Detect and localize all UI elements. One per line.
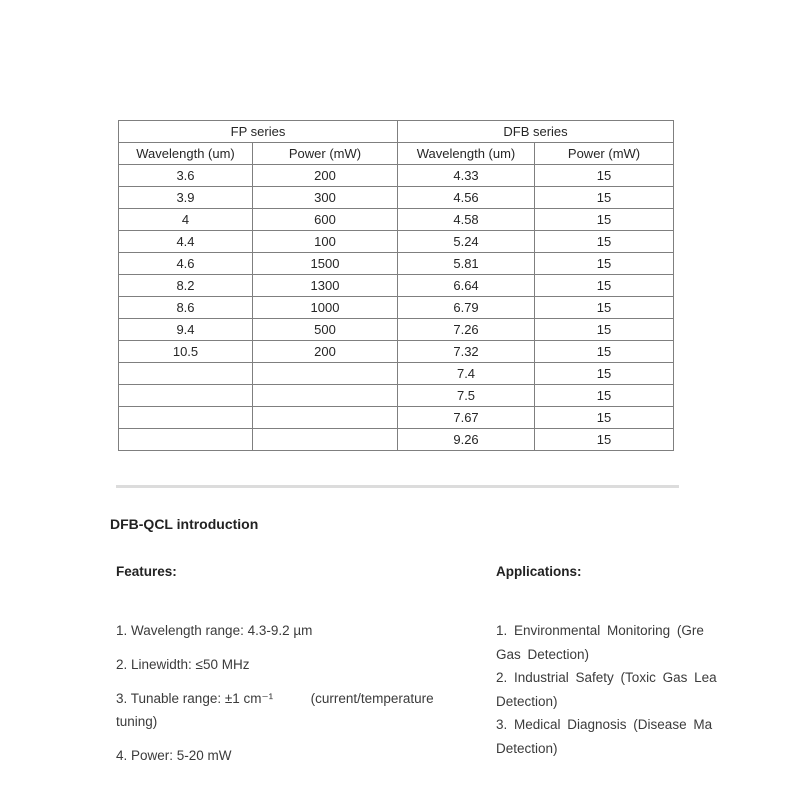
table-cell: 7.32 [398,341,535,363]
application-item [496,666,793,713]
table-cell: 15 [535,297,674,319]
table-cell: 1000 [253,297,398,319]
table-cell: 15 [535,363,674,385]
table-cell: 200 [253,341,398,363]
column-header-cell: Power (mW) [535,143,674,165]
table-cell [253,363,398,385]
table-cell: 7.26 [398,319,535,341]
table-cell: 10.5 [119,341,253,363]
table-cell: 15 [535,319,674,341]
table-cell: 15 [535,165,674,187]
table-row [119,341,674,363]
applications-heading: Applications: [496,564,582,579]
table-cell: 9.4 [119,319,253,341]
application-line: Detection) [496,693,558,709]
feature-line: 2. Linewidth: ≤50 MHz [116,657,250,672]
table-cell [119,385,253,407]
feature-item [116,744,466,767]
table-cell: 15 [535,407,674,429]
applications-list [496,619,793,760]
table-cell: 15 [535,187,674,209]
table-cell: 4.6 [119,253,253,275]
table-cell [119,363,253,385]
series-header-cell: DFB series [398,121,674,143]
features-heading: Features: [116,564,177,579]
table-cell: 5.81 [398,253,535,275]
feature-item [116,619,466,642]
table-cell [253,429,398,451]
application-line: Gas Detection) [496,646,590,662]
table-cell: 15 [535,385,674,407]
laser-spec-table-container [118,120,673,451]
application-line: 3. Medical Diagnosis (Disease Ma [496,717,713,732]
spec-table-head [119,121,674,165]
table-row [119,407,674,429]
table-cell: 15 [535,209,674,231]
table-row [119,363,674,385]
feature-line: 1. Wavelength range: 4.3-9.2 µm [116,623,313,638]
table-cell: 7.4 [398,363,535,385]
application-line: Detection) [496,740,558,756]
feature-item [116,687,466,733]
feature-line: 3. Tunable range: ±1 cm⁻¹ (current/temperature [116,691,434,706]
table-cell: 8.6 [119,297,253,319]
table-cell: 4.4 [119,231,253,253]
application-item [496,619,793,666]
table-row [119,165,674,187]
table-cell: 1500 [253,253,398,275]
table-cell: 4.58 [398,209,535,231]
table-cell: 100 [253,231,398,253]
features-list [116,619,466,778]
application-line: 1. Environmental Monitoring (Gre [496,623,704,638]
table-cell: 9.26 [398,429,535,451]
table-cell: 5.24 [398,231,535,253]
series-header-row [119,121,674,143]
table-cell [119,429,253,451]
table-cell: 4 [119,209,253,231]
table-row [119,209,674,231]
table-cell [119,407,253,429]
table-cell: 300 [253,187,398,209]
column-header-cell: Wavelength (um) [119,143,253,165]
table-row [119,297,674,319]
table-cell: 500 [253,319,398,341]
table-cell: 15 [535,429,674,451]
column-header-cell: Power (mW) [253,143,398,165]
table-cell: 4.33 [398,165,535,187]
table-cell: 4.56 [398,187,535,209]
column-header-row [119,143,674,165]
table-cell: 3.6 [119,165,253,187]
table-cell: 1300 [253,275,398,297]
feature-item [116,653,466,676]
table-cell: 8.2 [119,275,253,297]
table-cell: 3.9 [119,187,253,209]
laser-spec-table [118,120,674,451]
table-cell: 7.5 [398,385,535,407]
application-line: 2. Industrial Safety (Toxic Gas Lea [496,670,717,685]
table-cell: 6.64 [398,275,535,297]
table-row [119,385,674,407]
table-row [119,319,674,341]
table-cell: 7.67 [398,407,535,429]
table-row [119,187,674,209]
application-item [496,713,793,760]
feature-line: 4. Power: 5-20 mW [116,748,232,763]
table-cell: 15 [535,231,674,253]
column-header-cell: Wavelength (um) [398,143,535,165]
table-cell [253,407,398,429]
table-cell: 200 [253,165,398,187]
table-cell: 15 [535,253,674,275]
series-header-cell: FP series [119,121,398,143]
spec-table-body [119,165,674,451]
table-row [119,253,674,275]
horizontal-divider [116,485,679,488]
table-cell: 600 [253,209,398,231]
table-row [119,429,674,451]
feature-line: tuning) [116,714,158,729]
table-cell: 15 [535,341,674,363]
section-title: DFB-QCL introduction [110,516,259,532]
table-row [119,275,674,297]
table-cell: 6.79 [398,297,535,319]
table-row [119,231,674,253]
table-cell [253,385,398,407]
table-cell: 15 [535,275,674,297]
